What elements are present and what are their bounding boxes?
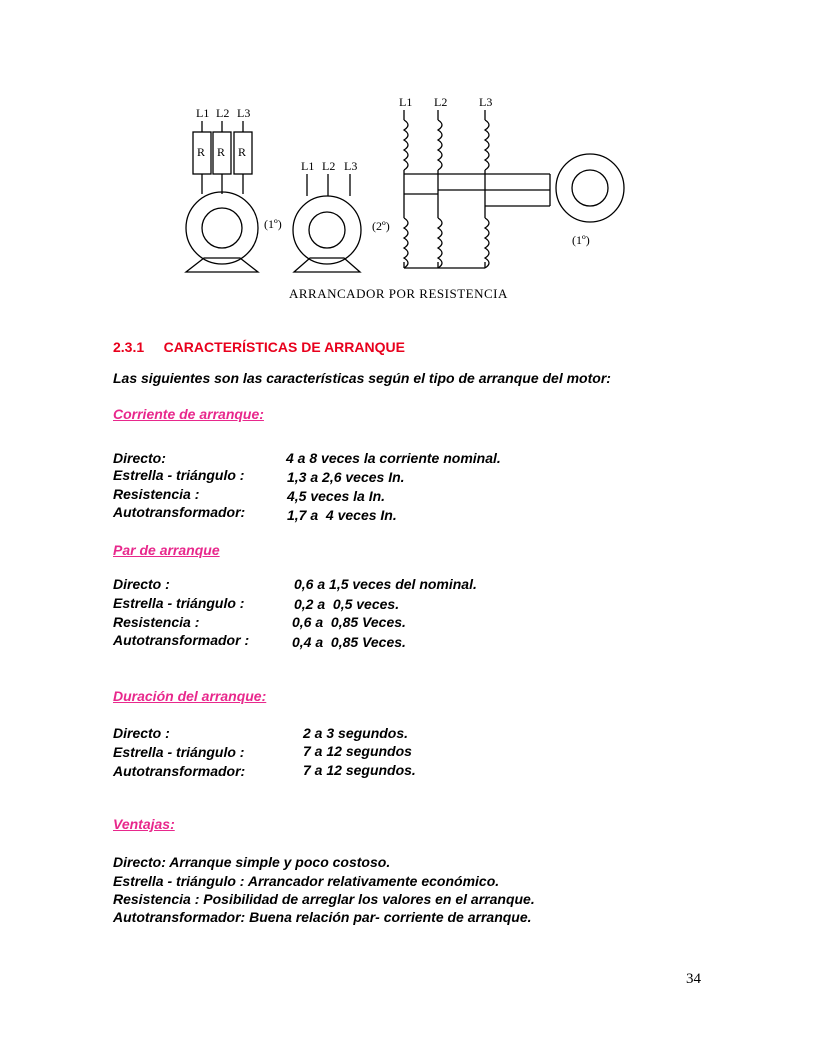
motor-with-resistors-figure xyxy=(186,106,282,272)
corriente-label-2: Estrella - triángulo : xyxy=(113,467,245,483)
corriente-label-1: Directo: xyxy=(113,450,166,466)
diagram-caption: ARRANCADOR POR RESISTENCIA xyxy=(289,286,508,301)
ventajas-line-4: Autotransformador: Buena relación par- corriente de arranque. xyxy=(113,909,532,925)
corriente-title: Corriente de arranque: xyxy=(113,406,264,422)
starter-diagram xyxy=(0,0,816,310)
step-1-label: (1º) xyxy=(264,217,282,231)
intro-text: Las siguientes son las características según el tipo de arranque del motor: xyxy=(113,370,611,386)
par-label-1: Directo : xyxy=(113,576,170,592)
corriente-label-3: Resistencia : xyxy=(113,486,200,502)
label-l2-c: L2 xyxy=(434,95,448,109)
step-2-label: (2º) xyxy=(372,219,390,233)
duracion-value-3: 7 a 12 segundos. xyxy=(303,762,416,778)
ventajas-line-1: Directo: Arranque simple y poco costoso. xyxy=(113,854,391,870)
label-l3-b: L3 xyxy=(344,159,358,173)
motor-direct-figure xyxy=(293,159,390,272)
step-1-label-c: (1º) xyxy=(572,233,590,247)
par-label-2: Estrella - triángulo : xyxy=(113,595,245,611)
par-title: Par de arranque xyxy=(113,542,220,558)
par-value-2: 0,2 a 0,5 veces. xyxy=(294,596,400,612)
par-value-1: 0,6 a 1,5 veces del nominal. xyxy=(294,576,477,592)
label-l2: L2 xyxy=(216,106,230,120)
ventajas-line-2: Estrella - triángulo : Arrancador relativamente económico. xyxy=(113,873,500,889)
par-value-3: 0,6 a 0,85 Veces. xyxy=(292,614,406,630)
duracion-label-3: Autotransformador: xyxy=(113,763,246,779)
ventajas-line-3: Resistencia : Posibilidad de arreglar los valores en el arranque. xyxy=(113,891,535,907)
duracion-label-1: Directo : xyxy=(113,725,170,741)
corriente-label-4: Autotransformador: xyxy=(113,504,246,520)
label-l1-c: L1 xyxy=(399,95,413,109)
label-l3: L3 xyxy=(237,106,251,120)
label-l1-b: L1 xyxy=(301,159,315,173)
ventajas-title: Ventajas: xyxy=(113,816,175,832)
coil-network-figure xyxy=(399,95,624,268)
corriente-value-2: 1,3 a 2,6 veces In. xyxy=(287,469,405,485)
page-number: 34 xyxy=(686,971,701,987)
duracion-value-2: 7 a 12 segundos xyxy=(303,743,412,759)
duracion-label-2: Estrella - triángulo : xyxy=(113,744,245,760)
par-label-3: Resistencia : xyxy=(113,614,200,630)
resistor-label-3: R xyxy=(238,145,247,159)
resistor-label-1: R xyxy=(197,145,206,159)
resistor-label-2: R xyxy=(217,145,226,159)
corriente-value-4: 1,7 a 4 veces In. xyxy=(287,507,397,523)
par-value-4: 0,4 a 0,85 Veces. xyxy=(292,634,406,650)
corriente-value-1: 4 a 8 veces la corriente nominal. xyxy=(286,450,501,466)
label-l3-c: L3 xyxy=(479,95,493,109)
section-heading: 2.3.1 CARACTERÍSTICAS DE ARRANQUE xyxy=(113,339,405,355)
duracion-title: Duración del arranque: xyxy=(113,688,267,704)
duracion-value-1: 2 a 3 segundos. xyxy=(303,725,409,741)
label-l2-b: L2 xyxy=(322,159,336,173)
corriente-value-3: 4,5 veces la In. xyxy=(287,488,386,504)
par-label-4: Autotransformador : xyxy=(113,632,250,648)
label-l1: L1 xyxy=(196,106,210,120)
